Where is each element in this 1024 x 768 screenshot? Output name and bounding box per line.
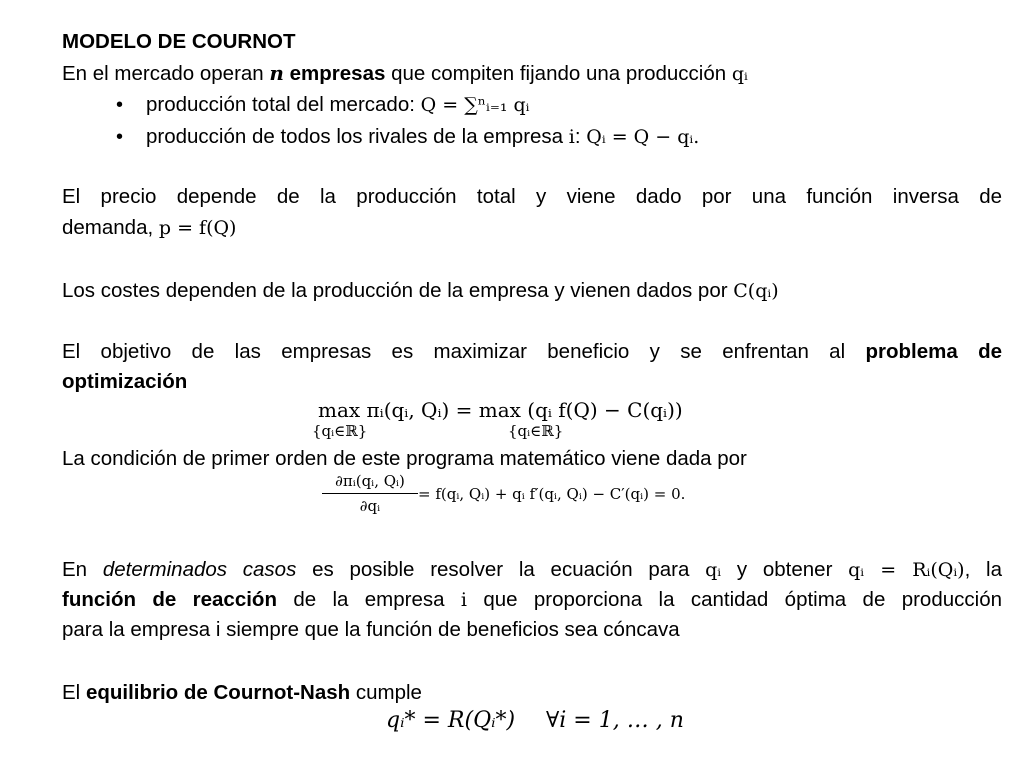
bullet-2 [146, 124, 699, 150]
bullet-2-text: producción de todos los rivales de la empresa [146, 125, 569, 148]
max-lhs: πᵢ(qᵢ, Qᵢ) = [366, 398, 473, 422]
price-line-1: El precio depende de la producción total y viene dado por una función inversa de [62, 185, 1002, 208]
foc-fraction-bar [322, 493, 418, 494]
max-rhs: (qᵢ f(Q) − C(qᵢ)) [527, 398, 683, 422]
intro-line [62, 60, 1002, 87]
reaction-en: En [62, 558, 103, 581]
bullet-2-math: Qᵢ = Q − qᵢ. [586, 126, 700, 148]
equilibrium-equation: qᵢ* = R(Qᵢ*) [386, 708, 516, 733]
slide-title: MODELO DE COURNOT [62, 30, 296, 53]
reaction-eq: qᵢ = Rᵢ(Qᵢ) [848, 559, 965, 581]
bullet-2-var: i [568, 126, 575, 148]
costs-line [62, 278, 1002, 304]
equilibrium-line [62, 680, 1002, 706]
costs-math: C(qᵢ) [733, 280, 779, 302]
reaction-funcion: función de reacción [62, 588, 277, 611]
reaction-text-1: es posible resolver la ecuación para [296, 558, 706, 581]
price-line-2 [62, 215, 1002, 241]
equilibrium-el: El [62, 681, 86, 704]
bullet-2-colon: : [574, 125, 587, 148]
max-subscript-2: {qᵢ∈ℝ} [508, 422, 564, 440]
costs-text: Los costes dependen de la producción de la empresa y vienen dados por [62, 279, 734, 302]
price-text: demanda, [62, 216, 159, 239]
reaction-text-2: de la empresa [276, 588, 461, 611]
intro-qi: qᵢ [731, 63, 748, 85]
objective-line-2: optimización [62, 370, 188, 393]
reaction-obtener: y obtener [721, 558, 849, 581]
reaction-line-1 [62, 557, 1002, 583]
price-math: p = f(Q) [158, 217, 237, 239]
equilibrium-forall: ∀i = 1, … , n [546, 708, 684, 733]
reaction-line-2 [62, 587, 1002, 613]
max-operator-2: max [478, 398, 521, 422]
max-operator-1: max [318, 398, 361, 422]
bullet-1-text: producción total del mercado: [146, 93, 421, 116]
bullet-1 [146, 92, 530, 118]
bullet-dot-1: • [116, 94, 124, 116]
max-equation [318, 398, 683, 422]
reaction-line-3: para la empresa i siempre que la función de beneficios sea cóncava [62, 618, 680, 641]
bullet-dot-2: • [116, 126, 124, 148]
objective-bold-1: problema de [865, 340, 1003, 363]
reaction-text-3: que proporciona la cantidad óptima de producción [466, 588, 1002, 611]
reaction-determinados: determinados casos [102, 558, 297, 581]
reaction-la: , la [964, 558, 1002, 581]
foc-rhs: = f(qᵢ, Qᵢ) + qᵢ f′(qᵢ, Qᵢ) − C′(qᵢ) = 0. [418, 485, 686, 503]
reaction-qi: qᵢ [705, 559, 722, 581]
intro-text-3: que compiten fijando una producción [385, 62, 732, 85]
intro-text-1: En el mercado operan [62, 62, 270, 85]
foc-numerator: ∂πᵢ(qᵢ, Qᵢ) [335, 472, 405, 490]
max-subscript-1: {qᵢ∈ℝ} [312, 422, 368, 440]
intro-empresas: empresas [283, 62, 386, 85]
reaction-i: i [460, 589, 467, 611]
foc-line: La condición de primer orden de este programa matemático viene dada por [62, 447, 747, 470]
objective-line-1 [62, 339, 1002, 365]
equilibrium-cumple: cumple [350, 681, 422, 704]
equilibrium-bold: equilibrio de Cournot-Nash [85, 681, 351, 704]
bullet-1-math: Q = ∑ⁿᵢ₌₁ qᵢ [420, 94, 530, 116]
objective-text: El objetivo de las empresas es maximizar beneficio y se enfrentan al [62, 340, 846, 363]
intro-n: n [269, 61, 284, 85]
foc-denominator: ∂qᵢ [359, 497, 381, 515]
